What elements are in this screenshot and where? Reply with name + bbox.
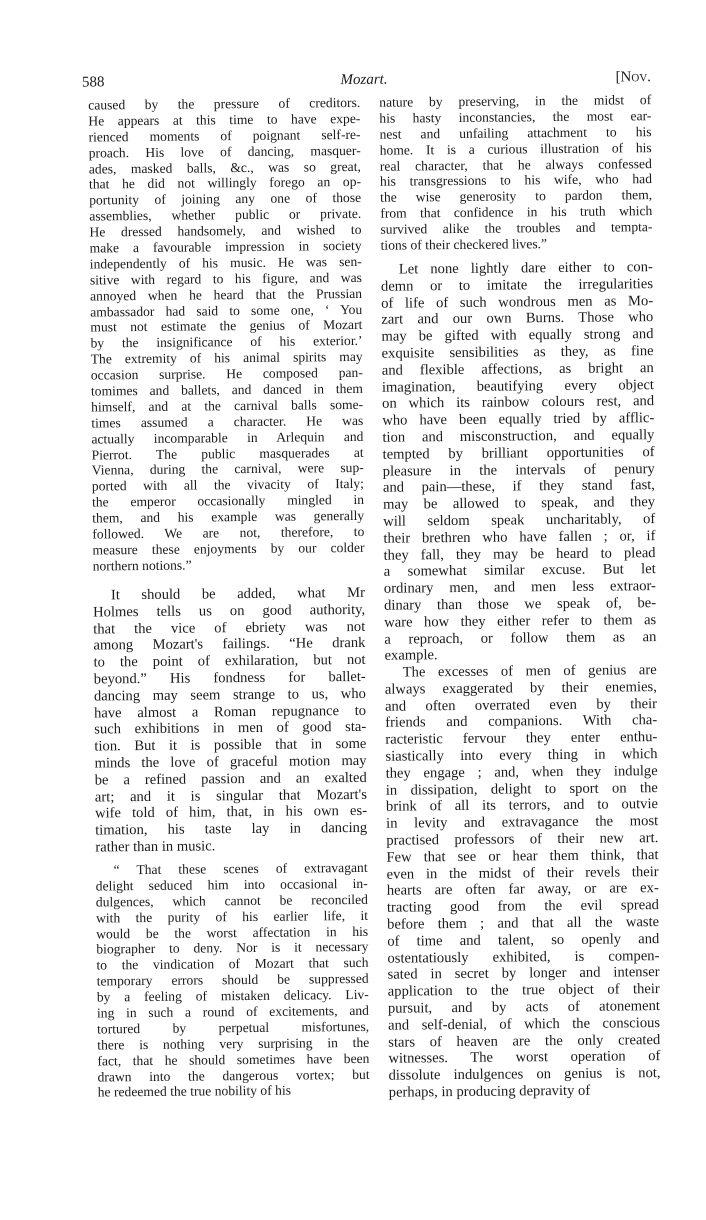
text-line: exquisite sensibilities as they, as fine	[381, 343, 654, 362]
text-line: art; and it is singular that Mozart's	[94, 786, 367, 806]
text-line: biographer to deny. Nor is it necessary	[96, 939, 369, 957]
text-line: Pierrot. The public masquerades at	[91, 444, 364, 463]
text-line: to the point of exhilaration, but not	[93, 652, 366, 671]
text-line: dancing may seem strange to us, who	[93, 685, 366, 705]
text-line: racteristic fervour they enter enthu-	[385, 729, 658, 748]
text-line: Vienna, during the carnival, were sup-	[91, 460, 364, 478]
text-line: a somewhat similar excuse. But let	[383, 561, 656, 581]
text-line: real character, that he always confessed	[379, 155, 652, 174]
text-line: The excesses of men of genius are	[402, 662, 657, 681]
text-line: may be allowed to speak, and they	[383, 494, 656, 513]
text-line: stars of heaven are the only created	[388, 1031, 661, 1051]
text-line: annoyed when he heard that the Prussian	[89, 285, 363, 304]
issue-month: [Nov.	[615, 69, 652, 86]
text-line: he redeemed the true nobility of his	[97, 1083, 292, 1100]
text-line: caused by the pressure of creditors.	[88, 94, 361, 113]
text-line: temporary errors should be suppressed	[96, 971, 369, 989]
text-line: ware how they either refer to them as	[384, 611, 657, 631]
text-line: times assumed a character. He was	[91, 412, 364, 431]
text-line: wife told of him, that, in his own es-	[94, 803, 368, 822]
text-line: and self-denial, of which the conscious	[388, 1014, 661, 1034]
text-line: dinary than those we speak of, be-	[383, 595, 657, 614]
text-line: of life of such wondrous men as Mo-	[381, 292, 654, 312]
text-line: ambassador had said to some one, ‘ You	[90, 301, 363, 320]
text-line: tracting good from the evil spread	[386, 897, 660, 916]
text-line: He appears at this time to have expe-	[88, 110, 361, 129]
text-line: there is nothing very surprising in the	[97, 1034, 370, 1053]
text-line: dissolute indulgences on genius is not,	[388, 1065, 661, 1084]
text-line: them, and his example was generally	[92, 508, 365, 526]
text-line: zart and our own Burns. Those who	[381, 309, 654, 329]
text-line: the emperor occasionally mingled in	[91, 492, 365, 510]
text-line: always exaggerated by their enemies,	[384, 678, 657, 698]
text-line: pleasure in the intervals of penury	[382, 460, 655, 480]
text-line: followed. We are not, therefore, to	[92, 523, 365, 542]
text-line: sated in secret by longer and intenser	[387, 964, 660, 984]
text-line: assemblies, whether public or private.	[89, 206, 362, 224]
text-line: tions of their checkered lives.”	[380, 236, 548, 253]
text-line: their brethren who have fallen ; or, if	[383, 527, 656, 547]
text-line: Let none lightly dare either to con-	[398, 259, 653, 278]
text-line: even in the midst of their revels their	[386, 863, 659, 883]
text-line: before them ; and that all the waste	[387, 914, 660, 933]
page-number: 588	[81, 74, 105, 91]
text-line: dulgences, which cannot be reconciled	[95, 891, 368, 910]
text-line: and pain—these, if they stand fast,	[382, 477, 655, 497]
text-line: a reproach, or follow them as an	[384, 628, 657, 648]
text-line: they engage ; and, when they indulge	[385, 762, 658, 782]
text-line: survived alike the troubles and tempta-	[380, 219, 653, 237]
paragraph	[379, 92, 653, 254]
text-line: in dissipation, delight to sport on the	[385, 779, 658, 799]
text-line: of time and talent, so openly and	[387, 930, 660, 950]
text-line: make a favourable impression in society	[89, 237, 362, 256]
text-line: occasion surprise. He composed pan-	[90, 365, 363, 383]
text-line: tion. But it is possible that in some	[94, 736, 367, 755]
paragraph	[385, 662, 661, 1101]
paragraph	[381, 259, 657, 665]
text-line: application to the true object of their	[387, 981, 660, 1000]
text-line: by a feeling of mistaken delicacy. Liv-	[96, 986, 369, 1005]
text-line: “ That these scenes of extravagant	[113, 859, 368, 878]
text-line: ordinary men, and men less extraor-	[383, 578, 656, 597]
running-title: Mozart.	[340, 71, 388, 89]
text-line: to the vindication of Mozart that such	[96, 955, 369, 973]
text-line: He dressed handsomely, and wished to	[89, 222, 362, 240]
text-line: independently of his music. He was sen-	[89, 253, 362, 272]
text-line: must not estimate the genius of Mozart	[90, 317, 363, 335]
text-line: have almost a Roman repugnance to	[93, 702, 367, 722]
text-line: drawn into the dangerous vortex; but	[97, 1066, 370, 1085]
text-line: home. It is a curious illustration of his	[379, 139, 652, 158]
text-line: demn or to imitate the irregularities	[380, 275, 654, 295]
text-line: practised professors of their new art.	[386, 830, 659, 849]
text-line: tempted by brilliant opportunities of	[382, 443, 655, 463]
text-line: sitive with regard to his figure, and was	[89, 269, 362, 288]
text-line: tomimes and ballets, and danced in them	[90, 380, 364, 399]
text-line: beyond.” His fondness for ballet-	[93, 668, 366, 688]
text-line: with the purity of his earlier life, it	[95, 907, 369, 926]
text-line: imagination, beautifying every object	[381, 376, 655, 396]
text-line: tortured by perpetual misfortunes,	[97, 1018, 370, 1037]
text-line: rienced moments of poignant self-re-	[88, 126, 361, 145]
text-line: fact, that he should sometimes have been	[97, 1050, 370, 1069]
text-line: such exhibitions in men of good sta-	[94, 719, 367, 738]
text-line: nest and unfailing attachment to his	[379, 123, 652, 142]
text-line: who have been equally tried by afflic-	[382, 410, 655, 429]
text-line: example.	[384, 647, 438, 665]
text-line: that he did not willingly forego an op-	[88, 174, 362, 192]
text-line: timation, his taste lay in dancing	[95, 820, 368, 839]
text-line: northern notions.”	[92, 557, 192, 574]
text-line: ades, masked balls, &c., was so great,	[88, 158, 361, 177]
text-line: delight seduced him into occasional in-	[95, 875, 368, 894]
text-line: rather than in music.	[95, 838, 216, 856]
text-line: minds the love of graceful motion may	[94, 752, 367, 772]
text-line: Few that see or hear them think, that	[386, 846, 659, 866]
text-line: will seldom speak uncharitably, of	[383, 511, 656, 530]
text-line: by the insignificance of his exterior.’	[90, 333, 363, 351]
paragraph	[88, 95, 365, 574]
text-line: The extremity of his animal spirits may	[90, 349, 363, 367]
text-line: ostentatiously exhibited, is compen-	[387, 947, 660, 967]
text-line: his hasty inconstancies, the most ear-	[379, 108, 652, 126]
text-line: friends and companions. With cha-	[385, 712, 658, 732]
text-line: pursuit, and by acts of atonement	[387, 998, 660, 1017]
text-line: actually incomparable in Arlequin and	[91, 428, 364, 447]
text-line: measure these enjoyments by our colder	[92, 539, 365, 558]
text-line: proach. His love of dancing, masquer-	[88, 142, 361, 161]
text-line: among Mozart's failings. “He drank	[93, 635, 366, 654]
paragraph	[93, 585, 368, 856]
text-line: and flexible affections, as bright an	[381, 359, 654, 379]
text-line: in levity and extravagance the most	[386, 813, 659, 832]
text-line: his transgressions to his wife, who had	[379, 171, 653, 190]
text-line: perhaps, in producing depravity of	[388, 1082, 591, 1101]
text-line: tion and misconstruction, and equally	[382, 427, 655, 446]
text-line: brink of all its terrors, and to outvie	[385, 796, 659, 816]
text-line: be a refined passion and an exalted	[94, 769, 367, 789]
text-line: It should be added, what Mr	[110, 584, 366, 604]
text-line: Holmes tells us on good authority,	[93, 601, 366, 621]
text-line: the wise generosity to pardon them,	[380, 187, 653, 206]
paragraph	[96, 860, 370, 1101]
text-line: from that confidence in his truth which	[380, 203, 653, 221]
text-line: ported with all the vivacity of Italy;	[91, 476, 364, 494]
text-line: may be gifted with equally strong and	[381, 326, 654, 345]
text-line: portunity of joining any one of those	[89, 190, 362, 208]
text-line: on which its rainbow colours rest, and	[382, 393, 655, 413]
text-line: witnesses. The worst operation of	[388, 1048, 661, 1068]
text-line: they fall, they may be heard to plead	[383, 544, 656, 564]
text-line: nature by preserving, in the midst of	[379, 92, 652, 110]
text-line: ing in such a round of excitements, and	[96, 1002, 370, 1021]
text-line: siastically into every thing in which	[385, 746, 658, 765]
text-line: would be the worst affectation in his	[96, 923, 369, 942]
text-line: himself, and at the carnival balls some-	[91, 396, 364, 415]
text-line: and often overrated even by their	[384, 695, 658, 715]
text-line: that the vice of ebriety was not	[93, 618, 366, 638]
text-line: hearts are often far away, or are ex-	[386, 880, 659, 900]
